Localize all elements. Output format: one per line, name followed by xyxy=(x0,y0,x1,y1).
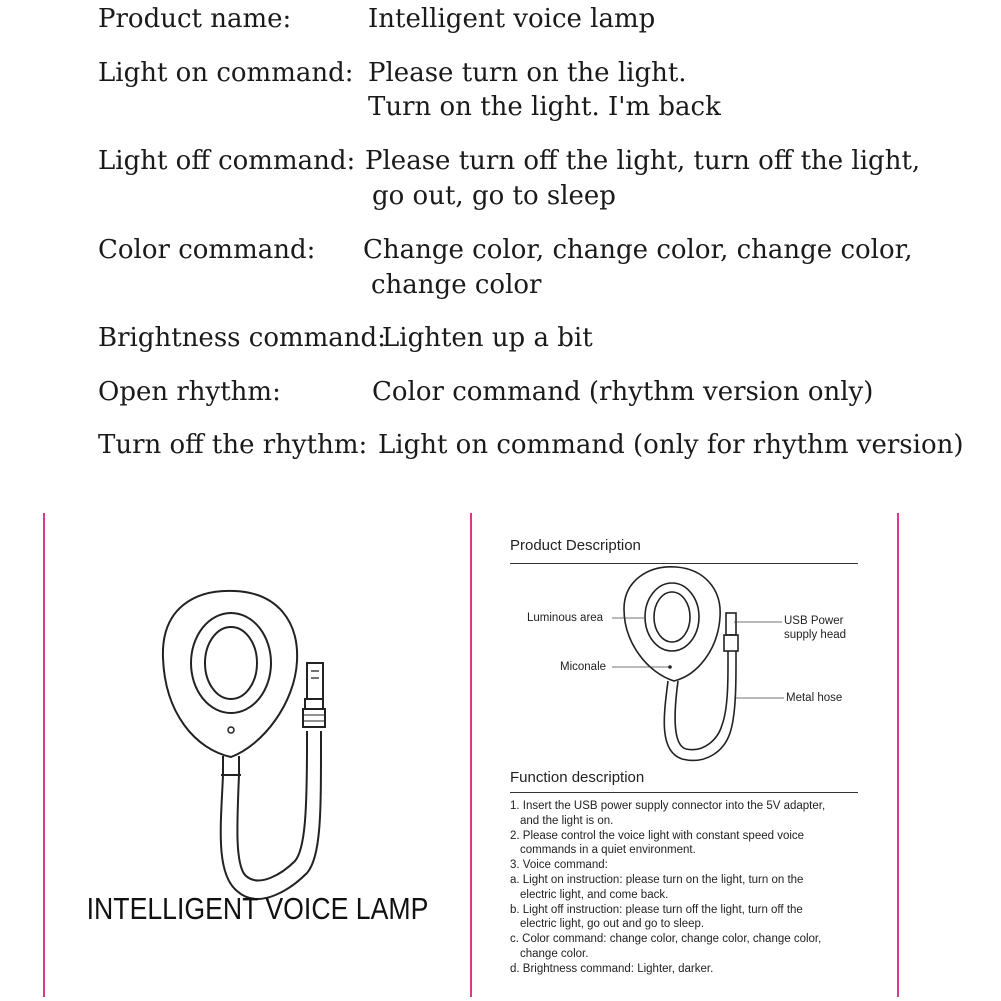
usb-neck xyxy=(305,699,323,709)
mic-dot xyxy=(228,727,234,733)
function-line: a. Light on instruction: please turn on the light, turn on the xyxy=(510,873,804,886)
spec-label: Turn off the rhythm: xyxy=(98,430,368,460)
spec-value: change color xyxy=(371,270,542,300)
product-diagram xyxy=(472,513,897,773)
divider xyxy=(510,792,858,793)
diagram-usb-collar xyxy=(724,635,738,651)
lamp-illustration-panel xyxy=(43,513,472,997)
function-description-title: Function description xyxy=(510,769,645,786)
spec-value: go out, go to sleep xyxy=(372,181,616,211)
lamp-neck xyxy=(221,756,241,775)
spec-value: Lighten up a bit xyxy=(382,323,593,353)
spec-value: Light on command (only for rhythm version) xyxy=(378,430,964,460)
usb-collar xyxy=(303,709,325,727)
spec-value: Color command (rhythm version only) xyxy=(372,377,874,407)
hose-inner xyxy=(237,731,307,880)
spec-label: Open rhythm: xyxy=(98,377,281,407)
function-line: d. Brightness command: Lighter, darker. xyxy=(510,962,714,975)
function-line: 1. Insert the USB power supply connector into the 5V adapter, xyxy=(510,800,826,812)
label-metal-hose: Metal hose xyxy=(786,692,843,704)
function-line: 3. Voice command: xyxy=(510,859,608,872)
function-line: and the light is on. xyxy=(520,814,614,827)
lamp-ring-inner xyxy=(205,627,257,699)
spec-value: Please turn off the light, turn off the light, xyxy=(365,146,921,176)
description-panel xyxy=(470,513,899,997)
function-line: change color. xyxy=(520,947,589,960)
diagram-ring-outer xyxy=(645,583,699,651)
spec-label: Light on command: xyxy=(98,58,354,88)
function-line: b. Light off instruction: please turn off the light, turn off the xyxy=(510,903,803,916)
spec-value: Please turn on the light. xyxy=(368,58,687,88)
function-line: electric light, go out and go to sleep. xyxy=(520,918,705,931)
label-usb-power-2: supply head xyxy=(784,629,847,641)
spec-value: Intelligent voice lamp xyxy=(368,4,656,34)
diagram-ring-inner xyxy=(654,592,690,642)
function-line: c. Color command: change color, change color, change color, xyxy=(510,933,822,946)
label-usb-power-1: USB Power xyxy=(784,615,844,627)
diagram-usb-plug xyxy=(726,613,736,635)
function-line: 2. Please control the voice light with constant speed voice xyxy=(510,829,805,842)
spec-label: Color command: xyxy=(98,235,316,265)
spec-value: Turn on the light. I'm back xyxy=(368,92,721,122)
usb-plug xyxy=(307,663,323,699)
diagram-hose-inner xyxy=(675,651,728,750)
product-description-title: Product Description xyxy=(510,537,641,554)
function-list xyxy=(510,799,880,977)
spec-label: Light off command: xyxy=(98,146,356,176)
spec-label: Brightness command: xyxy=(98,323,386,353)
diagram-head xyxy=(624,567,720,681)
function-line: electric light, and come back. xyxy=(520,888,669,901)
spec-value: Change color, change color, change color, xyxy=(363,235,913,265)
spec-label: Product name: xyxy=(98,4,292,34)
label-miconale: Miconale xyxy=(560,661,607,673)
function-line: commands in a quiet environment. xyxy=(520,844,696,857)
lamp-title: INTELLIGENT VOICE LAMP xyxy=(86,891,429,926)
label-luminous-area: Luminous area xyxy=(527,612,604,624)
